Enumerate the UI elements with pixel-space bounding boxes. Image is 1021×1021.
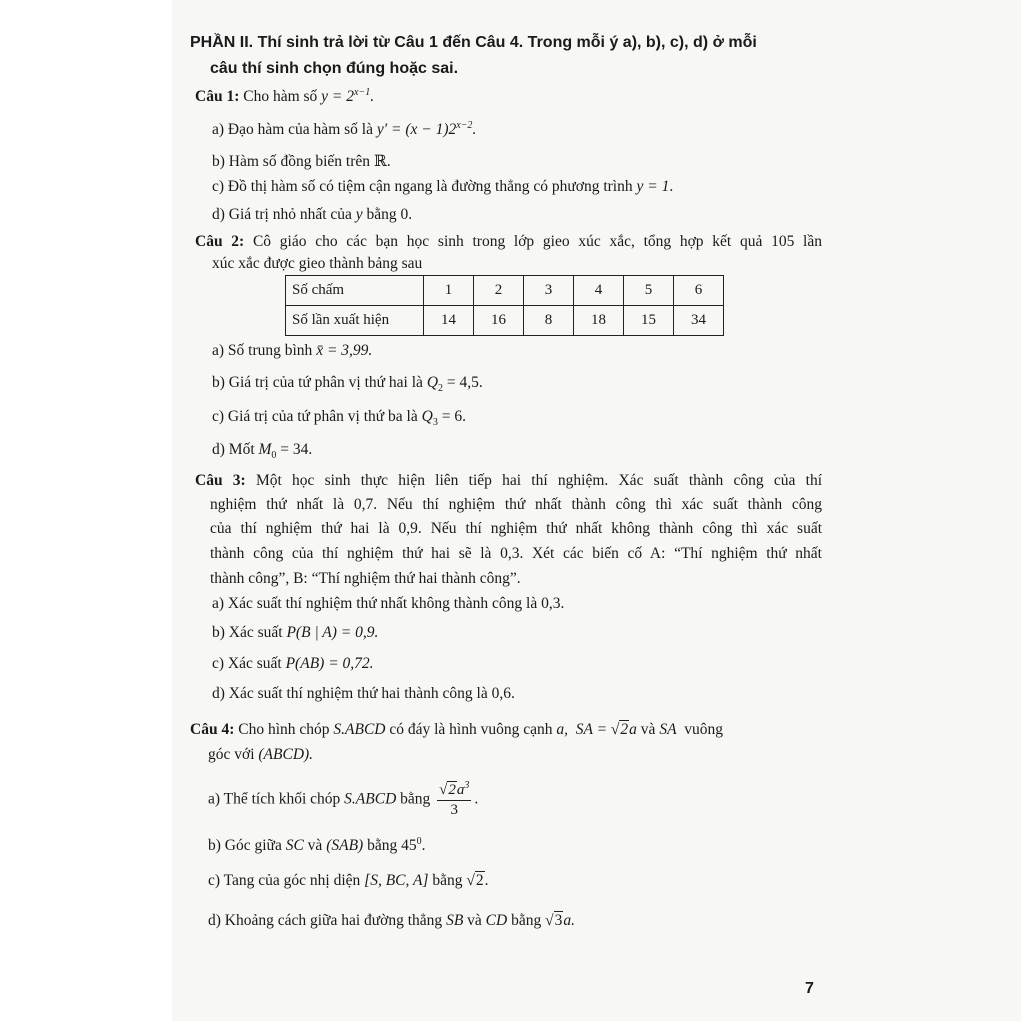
- question-1-stem: Câu 1: Cho hàm số $y = 2^{x-1}$.: [195, 87, 375, 106]
- question-4-stem-line-1: Câu 4: Cho hình chóp S.ABCD có đáy là hình vuông cạnh a, SA = √2a và SA vuông: [190, 721, 724, 738]
- sqrt-expression: √3: [545, 912, 563, 929]
- question-1-option-b: b) Hàm số đồng biến trên ℝ.: [212, 153, 391, 170]
- question-3-option-a: a) Xác suất thí nghiệm thứ nhất không thành công là 0,3.: [212, 595, 565, 612]
- table-row-header: Số chấm: [286, 276, 424, 306]
- question-3-line-3: của thí nghiệm thứ hai là 0,9. Nếu thí nghiệm thứ nhất không thành công thì xác suất: [210, 520, 822, 537]
- question-3-option-d: d) Xác suất thí nghiệm thứ hai thành công là 0,6.: [212, 685, 515, 702]
- heading-line-1: PHẦN II. Thí sinh trả lời từ Câu 1 đến Câu 4. Trong mỗi ý a), b), c), d) ở mỗi: [190, 34, 757, 51]
- question-3-label: Câu 3:: [195, 472, 246, 489]
- question-4-option-b: b) Góc giữa SC và (SAB) bằng $45^0$.: [208, 836, 426, 855]
- table-cell: 15: [624, 306, 674, 336]
- question-3-option-b: b) Xác suất P(B | A) = 0,9.: [212, 624, 379, 641]
- question-2-option-b: b) Giá trị của tứ phân vị thứ hai là $Q_2 = 4,5$.: [212, 374, 483, 395]
- question-2-option-a: a) Số trung bình x̄ = 3,99.: [212, 342, 373, 359]
- question-1-label: Câu 1:: [195, 88, 240, 106]
- volume-fraction: $\frac{√2a^3}{3}$: [439, 780, 470, 818]
- question-4-option-c: c) Tang của góc nhị diện [S, BC, A] bằng √2.: [208, 872, 489, 889]
- question-2-option-c: c) Giá trị của tứ phân vị thứ ba là $Q_3 = 6$.: [212, 408, 466, 429]
- table-cell: 4: [574, 276, 624, 306]
- table-row: [286, 276, 724, 306]
- question-2-stem-line-1: Câu 2: Cô giáo cho các bạn học sinh trong lớp gieo xúc xắc, tổng hợp kết quả 105 lần: [195, 233, 822, 250]
- table-row: [286, 306, 724, 336]
- question-3-option-c: c) Xác suất P(AB) = 0,72.: [212, 655, 374, 672]
- table-cell: 8: [524, 306, 574, 336]
- question-1-option-a: a) Đạo hàm của hàm số là $y' = (x - 1)2^{x-2}$.: [212, 120, 477, 139]
- question-3-line-5: thành công”, B: “Thí nghiệm thứ hai thành công”.: [210, 570, 521, 587]
- question-2-stem-line-2: xúc xắc được gieo thành bảng sau: [212, 255, 423, 272]
- question-4-option-d: d) Khoảng cách giữa hai đường thẳng SB và CD bằng √3a.: [208, 912, 575, 929]
- table-cell: 18: [574, 306, 624, 336]
- question-4-option-a: a) Thể tích khối chóp S.ABCD bằng $\frac{√2a^3}{3}$ .: [208, 780, 479, 818]
- table-cell: 16: [474, 306, 524, 336]
- section-heading: [190, 30, 830, 82]
- sqrt-expression: √2: [466, 872, 484, 889]
- question-3-line-1: Câu 3: Một học sinh thực hiện liên tiếp hai thí nghiệm. Xác suất thành công của thí: [195, 472, 823, 489]
- question-3-line-2: nghiệm thứ nhất là 0,7. Nếu thí nghiệm thứ nhất thành công thì xác suất thành công: [210, 496, 822, 513]
- table-cell: 5: [624, 276, 674, 306]
- question-1-option-d: d) Giá trị nhỏ nhất của y bằng 0.: [212, 206, 413, 223]
- sqrt-expression: √2: [610, 721, 629, 738]
- heading-line-2: câu thí sinh chọn đúng hoặc sai.: [210, 60, 459, 77]
- question-4-stem-line-2: góc với (ABCD).: [208, 746, 314, 763]
- question-3-line-4: thành công của thí nghiệm thứ hai sẽ là 0,3. Xét các biến cố A: “Thí nghiệm thứ nhất: [210, 545, 822, 562]
- table-cell: 6: [674, 276, 724, 306]
- question-2-label: Câu 2:: [195, 233, 245, 250]
- table-row-header: Số lần xuất hiện: [286, 306, 424, 336]
- page-number: 7: [805, 980, 814, 997]
- table-cell: 3: [524, 276, 574, 306]
- question-1-option-c: c) Đồ thị hàm số có tiệm cận ngang là đường thẳng có phương trình y = 1.: [212, 178, 674, 195]
- table-cell: 14: [424, 306, 474, 336]
- table-cell: 34: [674, 306, 724, 336]
- question-2-option-d: d) Mốt $M_0 = 34$.: [212, 441, 313, 462]
- table-cell: 2: [474, 276, 524, 306]
- dice-results-table: [285, 275, 724, 336]
- question-4-label: Câu 4:: [190, 721, 235, 738]
- table-cell: 1: [424, 276, 474, 306]
